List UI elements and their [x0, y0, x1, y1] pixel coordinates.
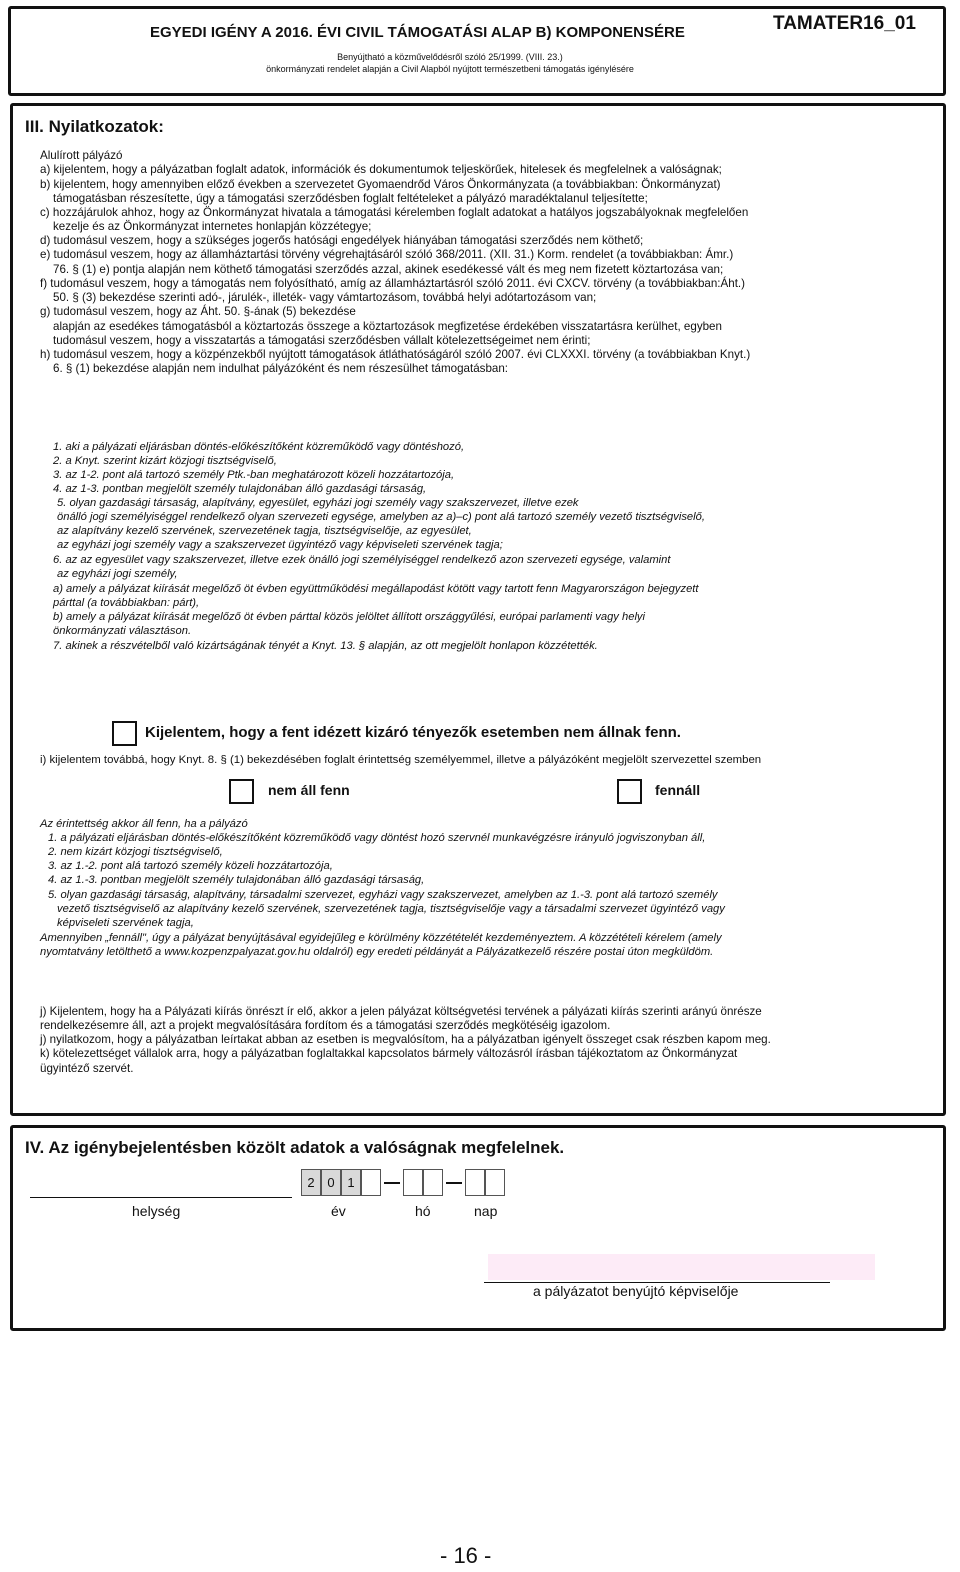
- declaration-line: b) kijelentem, hogy amennyiben előző években a szervezetet Gyomaendrőd Város Önkormányzata (a továbbiakban: Önkormányzat): [40, 178, 721, 191]
- declaration-line: c) hozzájárulok ahhoz, hogy az Önkormányzat hivatala a támogatási kérelemben foglalt adatokat a hatályos jogszabályoknak megfelelően: [40, 206, 749, 219]
- declaration-line: tudomásul veszem, hogy a visszatartás a támogatási szerződésben vállalt kötelezettségeimet nem érinti;: [53, 334, 591, 347]
- declaration-line: támogatásban részesítette, úgy a támogatási szerződésben foglalt feltételeket a pályázó maradéktalanul teljesítette;: [53, 192, 648, 205]
- final-declaration-line: j) nyilatkozom, hogy a pályázatban leírtakat abban az esetben is megvalósítom, ha a pályázatban igényelt összeget csak részben kapom meg.: [40, 1033, 771, 1046]
- option-not-applicable-label: nem áll fenn: [268, 782, 350, 798]
- conflict-item: 4. az 1.-3. pontban megjelölt személy tulajdonában álló gazdasági társaság,: [48, 874, 425, 886]
- conflict-item: 2. nem kizárt közjogi tisztségviselő,: [48, 846, 223, 858]
- day-digit-2-input[interactable]: [485, 1169, 505, 1196]
- form-title: EGYEDI IGÉNY A 2016. ÉVI CIVIL TÁMOGATÁSI ALAP B) KOMPONENSÉRE: [150, 24, 685, 41]
- form-code: TAMATER16_01: [773, 13, 916, 34]
- year-digit-2: 0: [321, 1169, 341, 1196]
- date-separator-dash: [446, 1182, 462, 1184]
- option-applicable-label: fennáll: [655, 782, 701, 798]
- exclusion-item: b) amely a pályázat kiírását megelőző öt évben párttal közös jelöltet állított országgyűlési, európai parlamenti vagy helyi: [53, 611, 646, 623]
- exclusion-item: 5. olyan gazdasági társaság, alapítvány, egyesület, egyházi jogi személy vagy szakszervezet, illetve ezek: [57, 497, 579, 509]
- exclusion-item: a) amely a pályázat kiírását megelőző öt évben együttműködési megállapodást kötött vagy tartott fenn Magyarországon bejegyzett: [53, 583, 699, 595]
- declaration-line: Alulírott pályázó: [40, 149, 123, 162]
- exclusion-item: 2. a Knyt. szerint kizárt közjogi tisztségviselő,: [53, 455, 277, 467]
- declaration-line: 76. § (1) e) pontja alapján nem köthető támogatási szerződés azzal, akinek esedékessé vált és meg nem fizetett köztartozása van;: [53, 263, 724, 276]
- form-subtitle-2: önkormányzati rendelet alapján a Civil Alapból nyújtott természetbeni támogatás igénylésére: [266, 64, 634, 74]
- month-label: hó: [415, 1203, 431, 1219]
- conflict-item: Az érintettség akkor áll fenn, ha a pályázó: [40, 818, 248, 830]
- exclusion-item: 4. az 1-3. pontban megjelölt személy tulajdonában álló gazdasági társaság,: [53, 483, 427, 495]
- declaration-checkbox-label: Kijelentem, hogy a fent idézett kizáró tényezők esetemben nem állnak fenn.: [145, 724, 681, 741]
- declaration-checkbox[interactable]: [112, 721, 137, 746]
- exclusion-item: az egyházi jogi személy,: [57, 568, 178, 580]
- declaration-line: alapján az esedékes támogatásból a köztartozás összege a köztartozások megfizetése érdekében visszatartásra kerülhet, egyben: [53, 320, 722, 333]
- conflict-item: képviseleti szervének tagja,: [57, 917, 194, 929]
- final-declaration-line: rendelkezésemre áll, azt a projekt megvalósítására fordítom és a támogatási szerződés megkötéséig igazolom.: [40, 1019, 611, 1032]
- signature-label: a pályázatot benyújtó képviselője: [533, 1283, 739, 1299]
- declaration-line: kezelje és az Önkormányzat internetes honlapján közzétegye;: [53, 220, 372, 233]
- exclusion-item: önkormányzati választáson.: [53, 625, 192, 637]
- declaration-line: a) kijelentem, hogy a pályázatban foglalt adatok, információk és dokumentumok teljeskörűek, hitelesek és megfelelnek a valóságnak;: [40, 163, 722, 176]
- day-digit-1-input[interactable]: [465, 1169, 485, 1196]
- declaration-line: 6. § (1) bekezdése alapján nem indulhat pályázóként és nem részesülhet támogatásban:: [53, 362, 509, 375]
- year-digit-4-input[interactable]: [361, 1169, 381, 1196]
- conflict-item: 3. az 1.-2. pont alá tartozó személy közeli hozzátartozója,: [48, 860, 333, 872]
- conflict-item: nyomtatvány letölthető a www.kozpenzpalyazat.gov.hu oldalról) egy eredeti példányát a Pályázatkezelő részére postai úton megküldöm.: [40, 946, 714, 958]
- declaration-line: e) tudomásul veszem, hogy az államháztartási törvény végrehajtásáról szóló 368/2011. (XII. 31.) Korm. rendelet (a továbbiakban: Ámr.): [40, 248, 734, 261]
- signature-field[interactable]: [488, 1254, 875, 1280]
- conflict-item: 1. a pályázati eljárásban döntés-előkészítőként közreműködő vagy döntést hozó szervnél munkavégzésre irányuló jogviszonyban áll,: [48, 832, 706, 844]
- declaration-line: f) tudomásul veszem, hogy a támogatás nem folyósítható, amíg az államháztartásról szóló 2011. évi CXCV. törvény (a továbbiakban:Áht.): [40, 277, 745, 290]
- day-label: nap: [474, 1203, 498, 1219]
- checkbox-not-applicable[interactable]: [229, 779, 254, 804]
- section-3-title: III. Nyilatkozatok:: [25, 117, 164, 136]
- declaration-line: d) tudomásul veszem, hogy a szükséges jogerős hatósági engedélyek hiányában támogatási szerződés nem köthető;: [40, 234, 644, 247]
- checkbox-applicable[interactable]: [617, 779, 642, 804]
- declaration-line: g) tudomásul veszem, hogy az Áht. 50. §-ának (5) bekezdése: [40, 305, 356, 318]
- conflict-item: Amennyiben „fennáll", úgy a pályázat benyújtásával egyidejűleg e körülmény közzétételét kezdeményeztem. A közzétételi kérelem (amely: [40, 932, 722, 944]
- place-label: helység: [132, 1203, 181, 1219]
- exclusion-item: az alapítvány kezelő szervének, szervezetének tagja, tisztségviselője, az egyesület,: [57, 525, 472, 537]
- section-4-title: IV. Az igénybejelentésben közölt adatok a valóságnak megfelelnek.: [25, 1138, 565, 1157]
- exclusion-item: 1. aki a pályázati eljárásban döntés-előkészítőként közreműködő vagy döntéshozó,: [53, 441, 465, 453]
- date-separator-dash: [384, 1182, 400, 1184]
- year-label: év: [331, 1203, 346, 1219]
- final-declaration-line: j) Kijelentem, hogy ha a Pályázati kiírás önrészt ír elő, akkor a jelen pályázat költségvetési tervének a pályázati kiírás szerinti arányú önrésze: [40, 1005, 762, 1018]
- declaration-line: 50. § (3) bekezdése szerinti adó-, járulék-, illeték- vagy vámtartozásom, továbbá helyi adótartozásom van;: [53, 291, 597, 304]
- conflict-item: vezető tisztségviselő az alapítvány kezelő szervének, szervezetének tagja, tisztségviselője vagy a társadalmi szervezet ügyintéző vagy: [57, 903, 725, 915]
- month-digit-2-input[interactable]: [423, 1169, 443, 1196]
- exclusion-item: 3. az 1-2. pont alá tartozó személy Ptk.-ban meghatározott közeli hozzátartozója,: [53, 469, 455, 481]
- exclusion-item: párttal (a továbbiakban: párt),: [53, 597, 200, 609]
- final-declaration-line: ügyintéző szervét.: [40, 1062, 134, 1075]
- i-declaration-line: i) kijelentem továbbá, hogy Knyt. 8. § (1) bekezdésében foglalt érintettség személyemmel, illetve a pályázóként megjelölt szervezettel szemben: [40, 754, 762, 766]
- conflict-item: 5. olyan gazdasági társaság, alapítvány, társadalmi szervezet, egyházi vagy szakszervezet, amelyben az 1.-3. pont alá tartozó személy: [48, 889, 718, 901]
- place-line[interactable]: [30, 1197, 292, 1198]
- exclusion-item: önálló jogi személyiséggel rendelkező olyan szervezeti egysége, amelyben az a)–c) pont alá tartozó személy vezető tisztségviselő,: [57, 511, 705, 523]
- declaration-line: h) tudomásul veszem, hogy a közpénzekből nyújtott támogatások átláthatóságáról szóló 2007. évi CLXXXI. törvény (a továbbiakban Knyt.): [40, 348, 751, 361]
- month-digit-1-input[interactable]: [403, 1169, 423, 1196]
- year-digit-1: 2: [301, 1169, 321, 1196]
- page-number: - 16 -: [440, 1543, 492, 1568]
- exclusion-item: 7. akinek a részvételből való kizártságának tényét a Knyt. 13. § alapján, az ott megjelölt honlapon közzétették.: [53, 640, 598, 652]
- exclusion-item: az egyházi jogi személy vagy a szakszervezet ügyintéző vagy képviseleti szervének tagja;: [57, 539, 503, 551]
- exclusion-item: 6. az az egyesület vagy szakszervezet, illetve ezek önálló jogi személyiséggel rendelkező azon szervezeti egysége, valamint: [53, 554, 671, 566]
- year-digit-3: 1: [341, 1169, 361, 1196]
- final-declaration-line: k) kötelezettséget vállalok arra, hogy a pályázatban foglaltakkal kapcsolatos bármely változásról írásban tájékoztatom az Önkormányzat: [40, 1047, 738, 1060]
- form-subtitle-1: Benyújtható a közművelődésről szóló 25/1999. (VIII. 23.): [337, 52, 563, 62]
